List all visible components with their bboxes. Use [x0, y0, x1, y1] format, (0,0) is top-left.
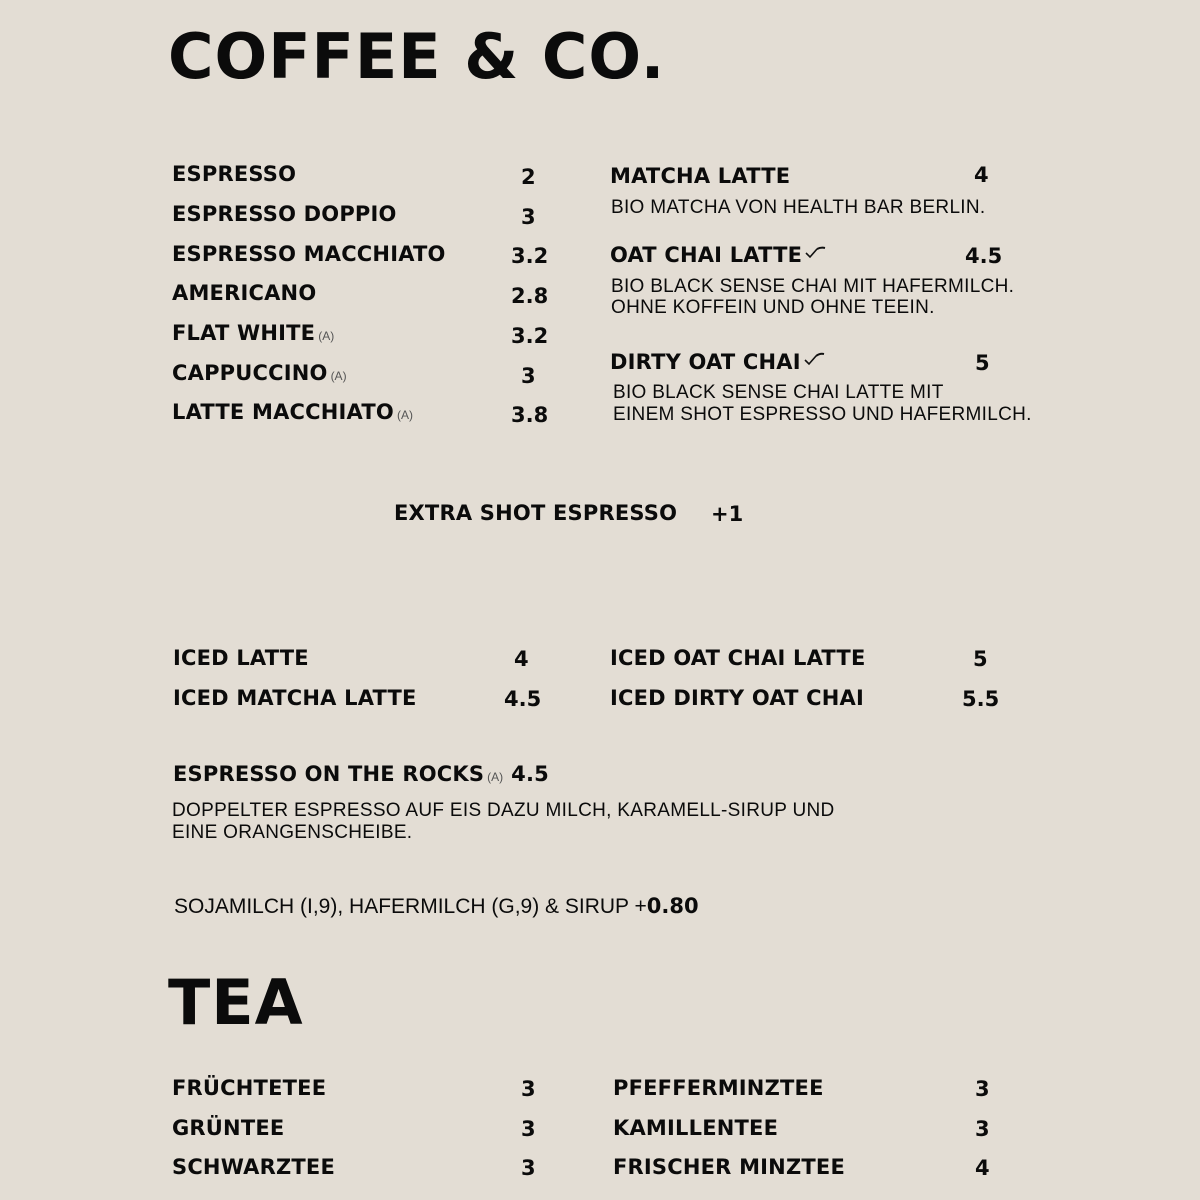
vegan-check-icon: [804, 245, 826, 259]
menu-item-description: BIO BLACK SENSE CHAI LATTE MIT: [613, 382, 944, 403]
menu-item-price: 3: [975, 1077, 990, 1101]
menu-item-price: 3: [521, 205, 536, 229]
coffee-section-title: COFFEE & CO.: [168, 20, 666, 93]
menu-item-description: OHNE KOFFEIN UND OHNE TEEIN.: [611, 297, 935, 318]
menu-item-description: EINE ORANGENSCHEIBE.: [172, 822, 413, 843]
menu-item-name: ESPRESSO DOPPIO: [172, 202, 397, 226]
menu-item-name: FLAT WHITE: [172, 321, 316, 345]
tea-section-title: TEA: [168, 966, 304, 1039]
menu-item-name: FRÜCHTETEE: [172, 1076, 327, 1100]
menu-item-price: 3.8: [511, 403, 549, 427]
menu-item-name: FRISCHER MINZTEE: [613, 1155, 845, 1179]
allergen-label: (A): [487, 770, 504, 784]
menu-item-name: OAT CHAI LATTE: [610, 243, 803, 267]
menu-item-name: LATTE MACCHIATO: [172, 400, 394, 424]
menu-item-name: ICED OAT CHAI LATTE: [610, 646, 866, 670]
menu-item-price: 4: [975, 1156, 990, 1180]
extra-shot-price: +1: [711, 502, 744, 526]
menu-item-name: KAMILLENTEE: [613, 1116, 779, 1140]
menu-item-description: EINEM SHOT ESPRESSO UND HAFERMILCH.: [613, 404, 1032, 425]
menu-item-price: 2: [521, 165, 536, 189]
addons-line: [174, 894, 699, 919]
menu-item-price: 4: [974, 163, 989, 187]
menu-item-name: ESPRESSO ON THE ROCKS: [173, 762, 485, 786]
allergen-label: (A): [318, 329, 335, 343]
menu-item-name: ICED LATTE: [173, 646, 309, 670]
vegan-check-icon: [803, 352, 825, 366]
allergen-label: (A): [396, 408, 413, 422]
menu-item-description: DOPPELTER ESPRESSO AUF EIS DAZU MILCH, KARAMELL-SIRUP UND: [172, 800, 835, 821]
menu-item-price: 3: [521, 364, 536, 388]
menu-item-name: AMERICANO: [172, 281, 317, 305]
menu-item: [172, 323, 334, 344]
menu-item-price: 2.8: [511, 284, 549, 308]
menu-item-price: 5: [973, 647, 988, 671]
menu-item-price: 3: [521, 1117, 536, 1141]
menu-item-price: 5: [975, 351, 990, 375]
menu-item-name: MATCHA LATTE: [610, 164, 791, 188]
extra-shot-name: EXTRA SHOT ESPRESSO: [394, 501, 678, 525]
menu-item-price: 3: [521, 1156, 536, 1180]
menu-item-name: SCHWARZTEE: [172, 1155, 335, 1179]
addons-price: 0.80: [646, 894, 699, 918]
menu-item-name: PFEFFERMINZTEE: [613, 1076, 824, 1100]
menu-item-name: CAPPUCCINO: [172, 361, 328, 385]
menu-item: [610, 352, 825, 373]
menu-item-price: 4: [514, 647, 529, 671]
menu-item-name: ICED MATCHA LATTE: [173, 686, 417, 710]
addons-text: SOJAMILCH (I,9), HAFERMILCH (G,9) & SIRUP +: [174, 895, 647, 918]
menu-item-name: DIRTY OAT CHAI: [610, 350, 801, 374]
allergen-label: (A): [330, 369, 347, 383]
menu-item-name: GRÜNTEE: [172, 1116, 285, 1140]
menu-item-name: ICED DIRTY OAT CHAI: [610, 686, 865, 710]
menu-item-price: 4.5: [965, 244, 1003, 268]
menu-item: [172, 402, 413, 423]
menu-item-price: 3.2: [511, 324, 549, 348]
menu-item-name: ESPRESSO MACCHIATO: [172, 242, 446, 266]
menu-item-price: 4.5: [511, 762, 549, 786]
menu-item-description: BIO BLACK SENSE CHAI MIT HAFERMILCH.: [611, 276, 1015, 297]
menu-item-price: 4.5: [504, 687, 542, 711]
menu-item: [172, 363, 347, 384]
menu-item-price: 5.5: [962, 687, 1000, 711]
menu-item: [610, 245, 826, 266]
menu-item-price: 3.2: [511, 244, 549, 268]
menu-item-price: 3: [975, 1117, 990, 1141]
menu-item-description: BIO MATCHA VON HEALTH BAR BERLIN.: [611, 197, 986, 218]
menu-item: [173, 764, 549, 785]
menu-item-price: 3: [521, 1077, 536, 1101]
menu-item-name: ESPRESSO: [172, 162, 297, 186]
